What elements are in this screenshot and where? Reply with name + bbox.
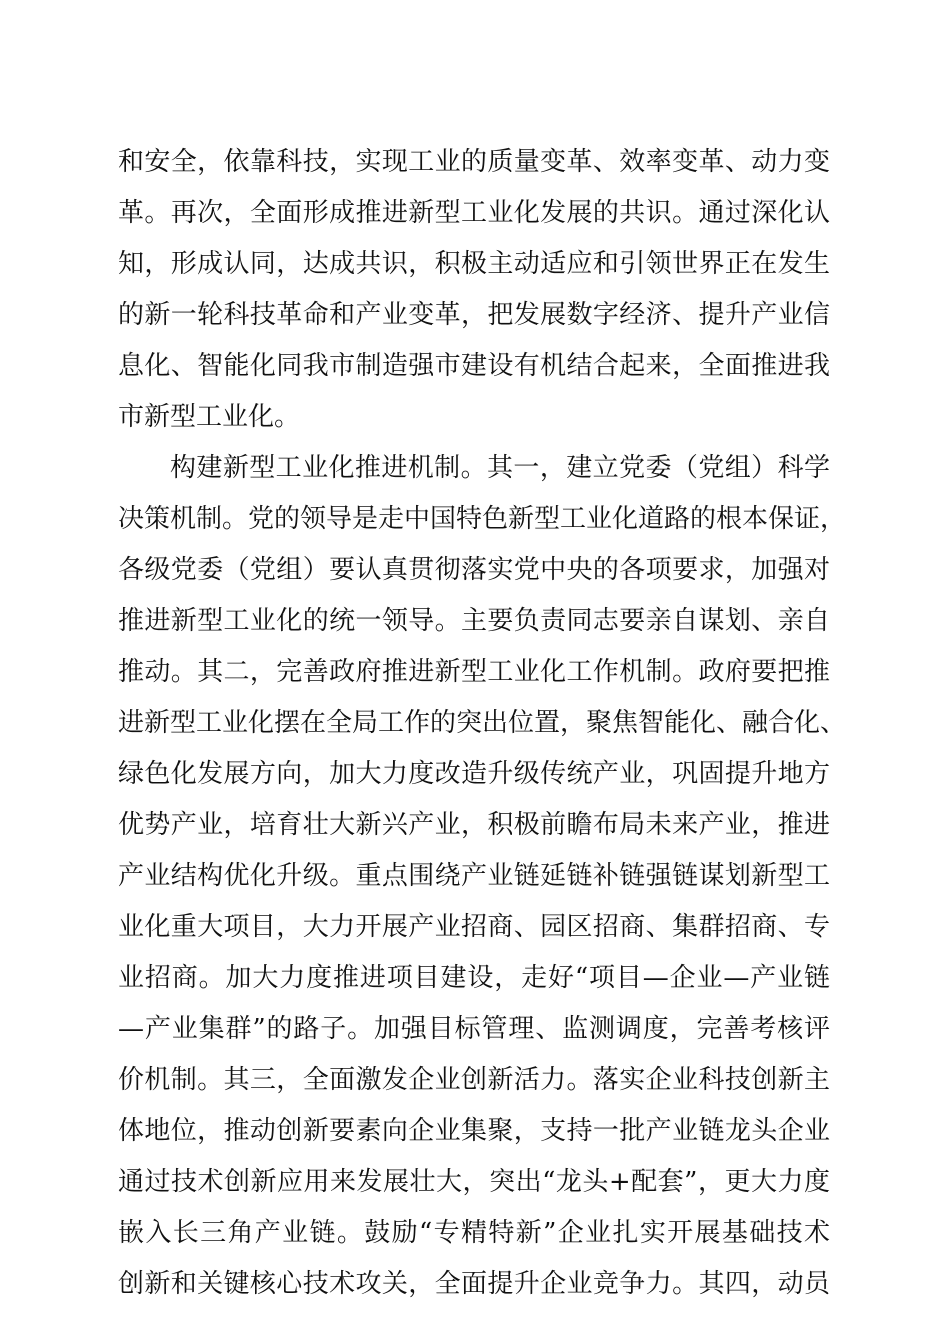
text-line: 业招商。加大力度推进项目建设，走好“项目—企业—产业链 — [118, 963, 830, 993]
text-line: 价机制。其三，全面激发企业创新活力。落实企业科技创新主 — [118, 1065, 830, 1095]
text-line: 体地位，推动创新要素向企业集聚，支持一批产业链龙头企业 — [118, 1116, 830, 1146]
text-line: 推动。其二，完善政府推进新型工业化工作机制。政府要把推 — [118, 657, 830, 687]
text-line: 息化、智能化同我市制造强市建设有机结合起来，全面推进我 — [118, 351, 830, 381]
text-line: 通过技术创新应用来发展壮大，突出“龙头+配套”，更大力度 — [118, 1167, 830, 1197]
text-line: 进新型工业化摆在全局工作的突出位置，聚焦智能化、融合化、 — [118, 708, 847, 738]
text-line: 推进新型工业化的统一领导。主要负责同志要亲自谋划、亲自 — [118, 606, 830, 636]
text-line: 各级党委（党组）要认真贯彻落实党中央的各项要求，加强对 — [118, 555, 830, 585]
text-line: 产业结构优化升级。重点围绕产业链延链补链强链谋划新型工 — [118, 861, 830, 891]
text-line: 嵌入长三角产业链。鼓励“专精特新”企业扎实开展基础技术 — [118, 1218, 830, 1248]
text-line: —产业集群”的路子。加强目标管理、监测调度，完善考核评 — [118, 1014, 830, 1044]
text-line: 构建新型工业化推进机制。其一，建立党委（党组）科学 — [170, 453, 830, 483]
text-line: 和安全，依靠科技，实现工业的质量变革、效率变革、动力变 — [118, 147, 830, 177]
text-line: 绿色化发展方向，加大力度改造升级传统产业，巩固提升地方 — [118, 759, 830, 789]
text-line: 业化重大项目，大力开展产业招商、园区招商、集群招商、专 — [118, 912, 830, 942]
text-line: 优势产业，培育壮大新兴产业，积极前瞻布局未来产业，推进 — [118, 810, 830, 840]
text-line: 的新一轮科技革命和产业变革，把发展数字经济、提升产业信 — [118, 300, 830, 330]
text-line: 创新和关键核心技术攻关，全面提升企业竞争力。其四，动员 — [118, 1269, 830, 1299]
text-line: 市新型工业化。 — [118, 402, 301, 432]
text-line: 革。再次，全面形成推进新型工业化发展的共识。通过深化认 — [118, 198, 830, 228]
text-line: 知，形成认同，达成共识，积极主动适应和引领世界正在发生 — [118, 249, 830, 279]
text-line: 决策机制。党的领导是走中国特色新型工业化道路的根本保证， — [118, 504, 847, 534]
